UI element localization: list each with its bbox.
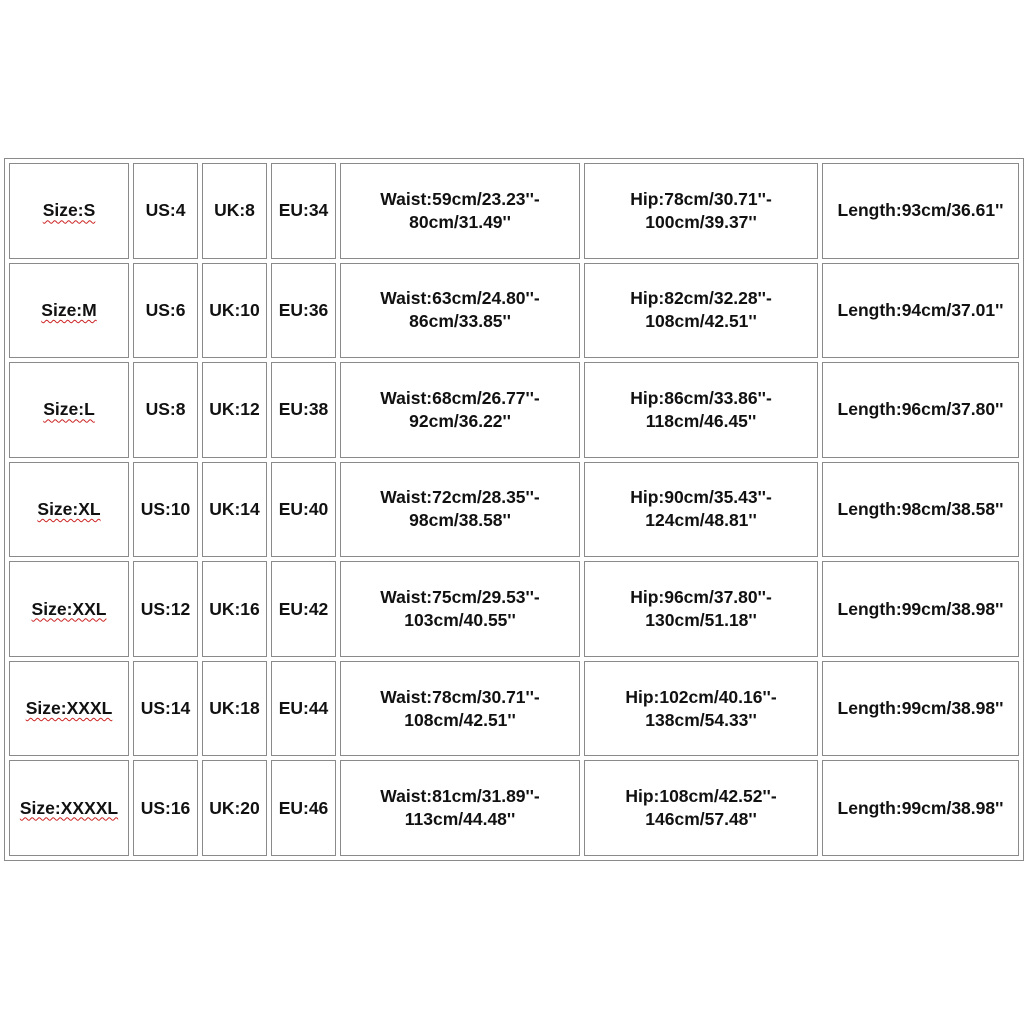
size-chart-table — [4, 158, 1024, 861]
hip-line-1: Hip:108cm/42.52''- — [625, 786, 777, 807]
table-row — [9, 561, 1019, 657]
us-size-cell: US:8 — [133, 362, 198, 458]
hip-cell — [584, 362, 818, 458]
hip-line-2: 138cm/54.33'' — [645, 709, 757, 730]
eu-size-cell: EU:36 — [271, 263, 336, 359]
waist-line-1: Waist:78cm/30.71''- — [380, 686, 540, 707]
length-cell: Length:98cm/38.58'' — [822, 462, 1019, 558]
hip-cell — [584, 760, 818, 856]
table-row — [9, 462, 1019, 558]
waist-cell — [340, 163, 580, 259]
size-label: Size:M — [41, 299, 97, 320]
us-size-cell: US:16 — [133, 760, 198, 856]
length-cell: Length:99cm/38.98'' — [822, 561, 1019, 657]
eu-size-cell: EU:46 — [271, 760, 336, 856]
hip-line-1: Hip:90cm/35.43''- — [630, 487, 772, 508]
hip-cell — [584, 661, 818, 757]
waist-cell — [340, 661, 580, 757]
uk-size-cell: UK:20 — [202, 760, 267, 856]
hip-line-1: Hip:102cm/40.16''- — [625, 686, 777, 707]
hip-line-2: 108cm/42.51'' — [645, 311, 757, 332]
uk-size-cell: UK:12 — [202, 362, 267, 458]
size-cell — [9, 462, 129, 558]
size-cell — [9, 561, 129, 657]
table-row — [9, 760, 1019, 856]
waist-cell — [340, 462, 580, 558]
hip-line-2: 118cm/46.45'' — [645, 410, 757, 431]
waist-line-1: Waist:59cm/23.23''- — [380, 188, 540, 209]
hip-line-1: Hip:86cm/33.86''- — [630, 387, 772, 408]
size-cell — [9, 163, 129, 259]
waist-line-2: 92cm/36.22'' — [409, 410, 511, 431]
length-cell: Length:99cm/38.98'' — [822, 661, 1019, 757]
hip-line-2: 146cm/57.48'' — [645, 809, 757, 830]
table-row — [9, 163, 1019, 259]
waist-cell — [340, 561, 580, 657]
size-label: Size:S — [42, 200, 96, 221]
hip-line-2: 124cm/48.81'' — [645, 510, 757, 531]
size-label: Size:L — [43, 399, 95, 420]
waist-line-1: Waist:81cm/31.89''- — [380, 786, 540, 807]
waist-line-1: Waist:68cm/26.77''- — [380, 387, 540, 408]
waist-line-2: 108cm/42.51'' — [404, 709, 516, 730]
hip-line-1: Hip:78cm/30.71''- — [630, 188, 772, 209]
waist-line-2: 103cm/40.55'' — [404, 610, 516, 631]
size-label: Size:XXXXL — [19, 797, 119, 818]
hip-line-1: Hip:96cm/37.80''- — [630, 587, 772, 608]
waist-line-2: 113cm/44.48'' — [404, 809, 516, 830]
us-size-cell: US:4 — [133, 163, 198, 259]
table-row — [9, 362, 1019, 458]
uk-size-cell: UK:10 — [202, 263, 267, 359]
hip-cell — [584, 263, 818, 359]
waist-line-1: Waist:75cm/29.53''- — [380, 587, 540, 608]
us-size-cell: US:6 — [133, 263, 198, 359]
uk-size-cell: UK:16 — [202, 561, 267, 657]
length-cell: Length:99cm/38.98'' — [822, 760, 1019, 856]
size-label: Size:XXXL — [25, 698, 113, 719]
uk-size-cell: UK:14 — [202, 462, 267, 558]
waist-cell — [340, 760, 580, 856]
waist-cell — [340, 263, 580, 359]
eu-size-cell: EU:40 — [271, 462, 336, 558]
waist-line-2: 98cm/38.58'' — [409, 510, 511, 531]
hip-line-1: Hip:82cm/32.28''- — [630, 288, 772, 309]
eu-size-cell: EU:34 — [271, 163, 336, 259]
us-size-cell: US:14 — [133, 661, 198, 757]
size-label: Size:XXL — [31, 598, 107, 619]
size-cell — [9, 263, 129, 359]
waist-cell — [340, 362, 580, 458]
hip-line-2: 100cm/39.37'' — [645, 211, 757, 232]
length-cell: Length:94cm/37.01'' — [822, 263, 1019, 359]
waist-line-1: Waist:72cm/28.35''- — [380, 487, 540, 508]
table-row — [9, 263, 1019, 359]
hip-cell — [584, 561, 818, 657]
length-cell: Length:96cm/37.80'' — [822, 362, 1019, 458]
waist-line-2: 86cm/33.85'' — [409, 311, 511, 332]
size-label: Size:XL — [37, 498, 101, 519]
hip-line-2: 130cm/51.18'' — [645, 610, 757, 631]
table-row — [9, 661, 1019, 757]
length-cell: Length:93cm/36.61'' — [822, 163, 1019, 259]
eu-size-cell: EU:38 — [271, 362, 336, 458]
us-size-cell: US:10 — [133, 462, 198, 558]
waist-line-1: Waist:63cm/24.80''- — [380, 288, 540, 309]
uk-size-cell: UK:8 — [202, 163, 267, 259]
size-cell — [9, 362, 129, 458]
size-cell — [9, 760, 129, 856]
eu-size-cell: EU:42 — [271, 561, 336, 657]
uk-size-cell: UK:18 — [202, 661, 267, 757]
size-cell — [9, 661, 129, 757]
us-size-cell: US:12 — [133, 561, 198, 657]
eu-size-cell: EU:44 — [271, 661, 336, 757]
waist-line-2: 80cm/31.49'' — [409, 211, 511, 232]
hip-cell — [584, 462, 818, 558]
hip-cell — [584, 163, 818, 259]
